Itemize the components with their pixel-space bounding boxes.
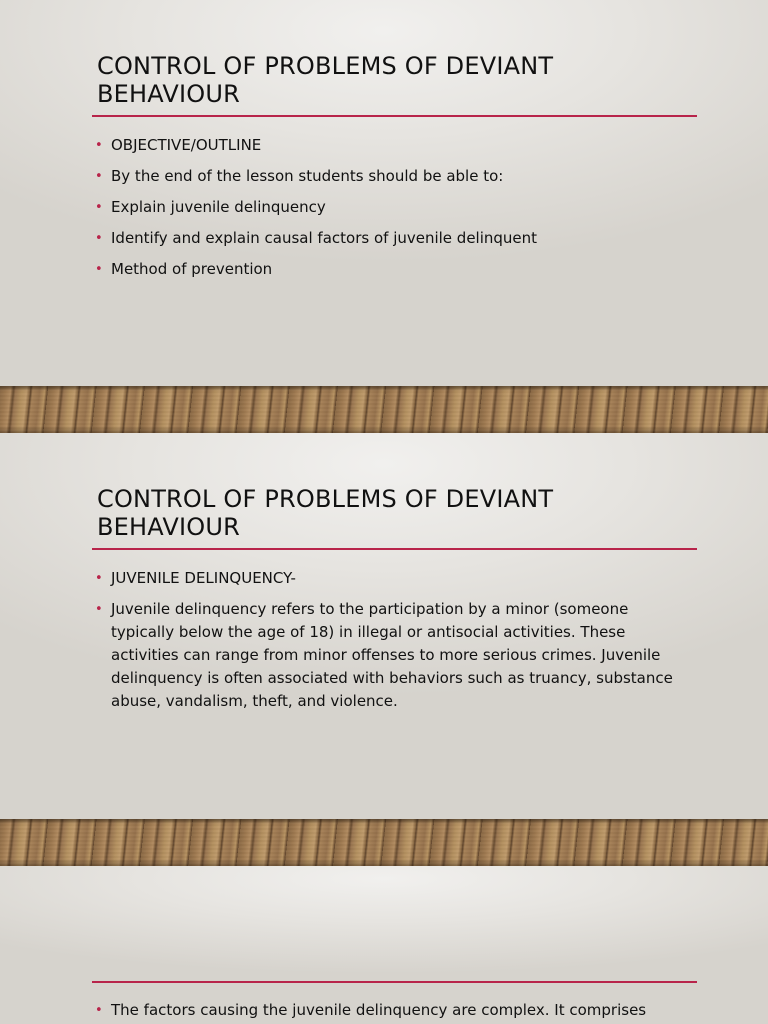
bullet-item (95, 258, 685, 281)
title-divider (92, 548, 697, 550)
bullet-item (95, 196, 685, 219)
bullet-item (95, 567, 685, 590)
bullet-item (95, 598, 685, 713)
slide-3 (0, 866, 768, 1024)
bullet-dot-icon: • (95, 571, 103, 586)
bullet-text: By the end of the lesson students should be able to: (111, 167, 504, 185)
bullet-dot-icon: • (95, 602, 103, 617)
bullet-list (95, 999, 685, 1024)
bullet-dot-icon: • (95, 138, 103, 153)
slide-2 (0, 433, 768, 819)
bullet-dot-icon: • (95, 262, 103, 277)
wood-floor-separator (0, 386, 768, 433)
bullet-text: OBJECTIVE/OUTLINE (111, 136, 262, 154)
bullet-text: Method of prevention (111, 260, 273, 278)
bullet-list (95, 134, 685, 289)
slide-1 (0, 0, 768, 386)
bullet-list (95, 567, 685, 721)
bullet-text: JUVENILE DELINQUENCY- (111, 569, 296, 587)
bullet-item (95, 134, 685, 157)
bullet-text: Identify and explain causal factors of juvenile delinquent (111, 229, 538, 247)
bullet-item (95, 165, 685, 188)
bullet-text: Juvenile delinquency refers to the participation by a minor (someone typically below the age of 18) in illegal or antisocial activities. These activities can range from minor offenses to more serious crimes. Juvenile delinquency is often associated with behaviors such as truancy, substance abuse, vandalism, theft, and violence. (111, 600, 673, 710)
bullet-text: Explain juvenile delinquency (111, 198, 326, 216)
bullet-item (95, 227, 685, 250)
bullet-text: The factors causing the juvenile delinquency are complex. It comprises (111, 1001, 647, 1019)
bullet-dot-icon: • (95, 169, 103, 184)
slide-title: CONTROL OF PROBLEMS OF DEVIANT BEHAVIOUR (97, 485, 554, 541)
title-divider (92, 981, 697, 983)
bullet-item (95, 999, 685, 1022)
slide-title: CONTROL OF PROBLEMS OF DEVIANT BEHAVIOUR (97, 52, 554, 108)
title-divider (92, 115, 697, 117)
bullet-dot-icon: • (95, 231, 103, 246)
wood-floor-separator (0, 819, 768, 866)
bullet-dot-icon: • (95, 1003, 103, 1018)
bullet-dot-icon: • (95, 200, 103, 215)
